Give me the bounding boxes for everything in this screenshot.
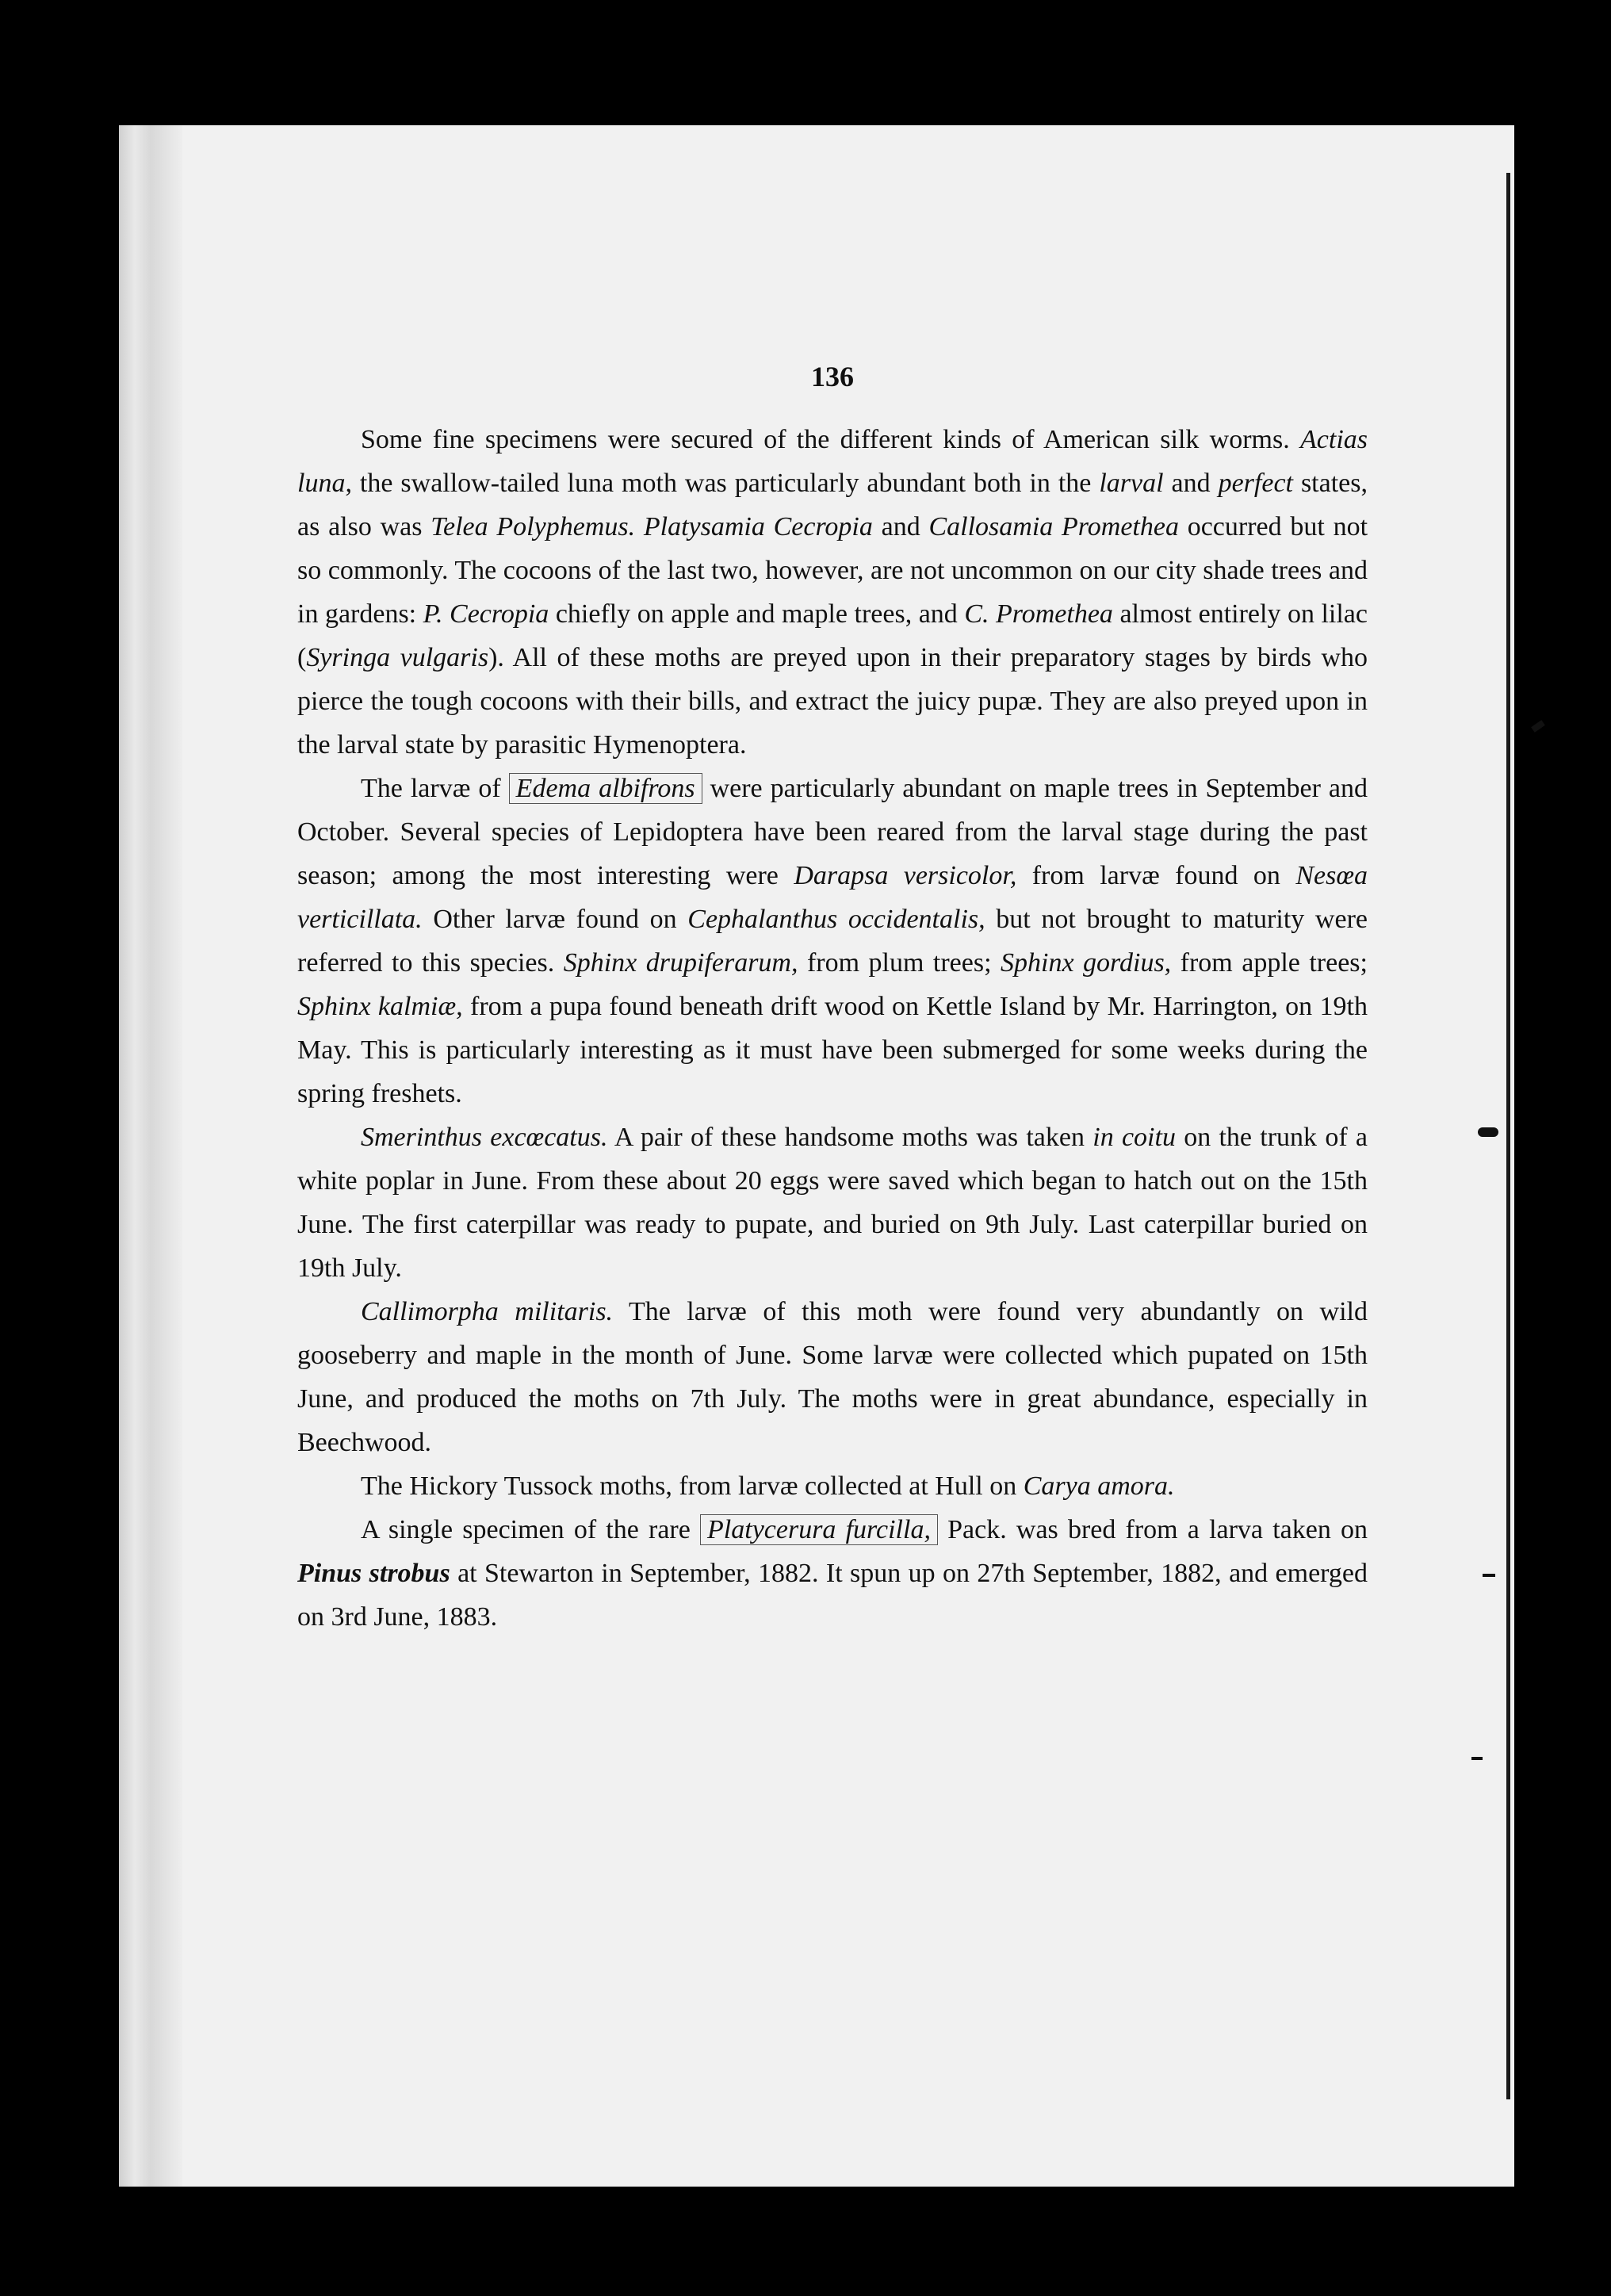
text-run: in coitu [1092,1123,1176,1152]
text-run: larval [1099,469,1164,498]
paragraph-silk-worms [297,418,1368,767]
text-run: at Stewarton in September, 1882. It spun up on 27th September, 1882, and emerged on 3rd June, 1883. [297,1559,1368,1632]
text-run: and [1163,469,1219,498]
text-run: almost entirely on lilac ( [297,599,1368,672]
text-run: Pack. was bred from a larva taken on [937,1515,1368,1544]
scan-mark [1471,1757,1483,1760]
text-run: Platysamia Cecropia [643,512,873,541]
text-run: on the trunk of a white poplar in June. From these about 20 eggs were saved which began to hatch out on the 15th June. The first caterpillar was ready to pupate, and buried on 9th July. Last caterpillar buried on 19th July. [297,1123,1368,1283]
body-text [297,355,1368,1639]
text-run: states, as also was [297,469,1368,541]
text-run: Platycerura furcilla, [700,1514,938,1545]
text-run: The larvæ of [361,774,509,803]
text-run: from plum trees; [798,948,1001,978]
text-run: chiefly on apple and maple trees, and [549,599,965,629]
text-run: occurred but not so commonly. The cocoons of the last two, however, are not uncommon on our city shade trees and in gardens: [297,512,1368,629]
text-run: Telea Polyphemus. [430,512,636,541]
page-gutter-shadow [119,125,182,2187]
text-run: Other larvæ found on [422,905,688,934]
text-run: A pair of these handsome moths was taken [607,1123,1093,1152]
scanned-page [119,125,1514,2187]
paragraph-edema-albifrons [297,767,1368,1115]
text-run: Cephalanthus occidentalis, [687,905,985,934]
text-run: Smerinthus excœcatus. [361,1123,608,1152]
paragraph-hickory-tussock [297,1464,1368,1508]
text-run: Edema albifrons [509,773,702,804]
text-run: Sphinx gordius, [1001,948,1172,978]
scan-mark [1483,1574,1495,1577]
text-run: Sphinx drupiferarum, [563,948,798,978]
text-run: from apple trees; [1171,948,1368,978]
text-run: P. Cecropia [423,599,549,629]
text-run: Actias luna, [297,425,1368,498]
facing-page-edge [1506,173,1510,2099]
paragraph-smerinthus [297,1115,1368,1290]
text-run: Callosamia Promethea [928,512,1179,541]
text-run: perfect [1218,469,1293,498]
text-run: and [872,512,929,541]
page-number: 136 [811,361,854,392]
text-run: were particularly abundant on maple trees in September and October. Several species of Lepidoptera have been reared from the larval stage during the past season; among the most interesting were [297,774,1368,890]
text-run: The larvæ of this moth were found very abundantly on wild gooseberry and maple in the month of June. Some larvæ were collected which pupated on 15th June, and produced the moths on 7th July. The moths were in great abundance, especially in Beechwood. [297,1297,1368,1457]
text-run: Some fine specimens were secured of the different kinds of American silk worms. [361,425,1301,454]
text-run: but not brought to maturity were referred to this species. [297,905,1368,978]
text-run: Syringa vulgaris [306,643,489,672]
text-run: The Hickory Tussock moths, from larvæ collected at Hull on [361,1471,1024,1501]
text-run: A single specimen of the rare [361,1515,701,1544]
text-run: Darapsa versicolor, [794,861,1017,890]
text-run: Sphinx kalmiæ, [297,992,463,1021]
paragraph-callimorpha [297,1290,1368,1464]
text-run: the swallow-tailed luna moth was particularly abundant both in the [351,469,1100,498]
text-run: from larvæ found on [1016,861,1296,890]
scan-mark [1478,1127,1498,1137]
text-run: Pinus strobus [297,1559,450,1588]
text-run: C. Promethea [964,599,1113,629]
text-run [635,512,644,541]
text-run: Carya amora. [1023,1471,1175,1501]
text-run: Callimorpha militaris. [361,1297,614,1326]
text-run: Nesœa verticillata. [297,861,1368,934]
text-run: from a pupa found beneath drift wood on Kettle Island by Mr. Harrington, on 19th May. This is particularly interesting as it must have been submerged for some weeks during the spring freshets. [297,992,1368,1108]
text-run: ). All of these moths are preyed upon in their preparatory stages by birds who pierce the tough cocoons with their bills, and extract the juicy pupæ. They are also preyed upon in the larval state by parasitic Hymenoptera. [297,643,1368,760]
scan-mark [1531,720,1545,733]
paragraph-platycerura [297,1508,1368,1639]
